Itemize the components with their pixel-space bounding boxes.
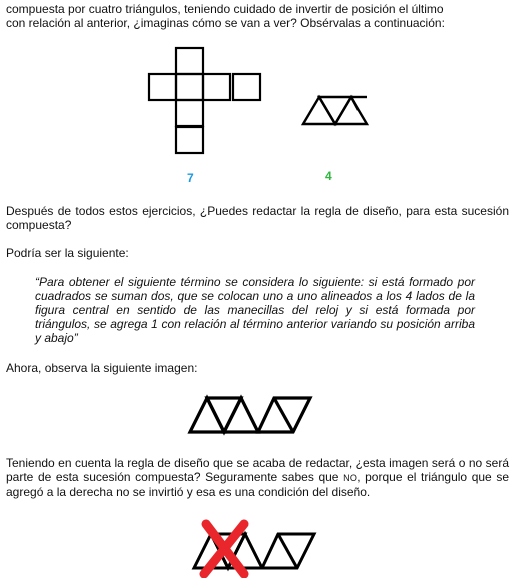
rule-quote: “Para obtener el siguiente término se considera lo siguiente: si está formado por cuadrados se suman dos, que se colocan uno a uno alineados a los 4 lados de la figura central en sentido de las manecillas del reloj y si está formada por triángulos, se agrega 1 con relación al término anterior variando su posición arriba y abajo” bbox=[35, 275, 475, 345]
triangle-down bbox=[207, 398, 241, 432]
triangle-figure-label: 4 bbox=[325, 169, 332, 183]
triangle-up bbox=[190, 398, 224, 432]
crossed-triangle-figure bbox=[192, 518, 322, 578]
question-paragraph: Después de todos estos ejercicios, ¿Puedes redactar la regla de diseño, para esta sucesión compuesta? bbox=[6, 204, 509, 232]
square bbox=[176, 48, 203, 74]
square bbox=[176, 100, 203, 126]
conclusion-paragraph bbox=[6, 456, 509, 499]
triangle-row-figure bbox=[302, 96, 372, 126]
conclusion-after: , porque el triángulo que se agregó a la derecha no se invirtió y esa es una condición del diseño. bbox=[6, 470, 509, 499]
triangle-up bbox=[224, 398, 258, 432]
square-cross-figure bbox=[148, 47, 268, 157]
square bbox=[203, 74, 230, 100]
no-word: NO bbox=[343, 473, 358, 483]
triangle-down bbox=[319, 97, 351, 124]
square bbox=[176, 127, 203, 153]
square bbox=[176, 74, 203, 100]
triangle-up bbox=[335, 97, 367, 124]
triangle-sequence-figure bbox=[188, 396, 318, 436]
observe-line: Ahora, observa la siguiente imagen: bbox=[6, 361, 198, 375]
triangle-up bbox=[303, 97, 335, 124]
square bbox=[149, 74, 176, 100]
intro-line-2: con relación al anterior, ¿imaginas cómo se van a ver? Obsérvalas a continuación: bbox=[6, 16, 445, 30]
conclusion-before: Teniendo en cuenta la regla de diseño que se acaba de redactar, ¿esta imagen será o no será parte de esta sucesión compuesta? Seguramente sabes que bbox=[6, 456, 509, 484]
square bbox=[233, 74, 260, 100]
intro-line-1: compuesta por cuatro triángulos, teniendo cuidado de invertir de posición el último bbox=[6, 2, 444, 16]
cross-figure-label: 7 bbox=[187, 171, 194, 185]
could-be-line: Podría ser la siguiente: bbox=[6, 246, 129, 260]
